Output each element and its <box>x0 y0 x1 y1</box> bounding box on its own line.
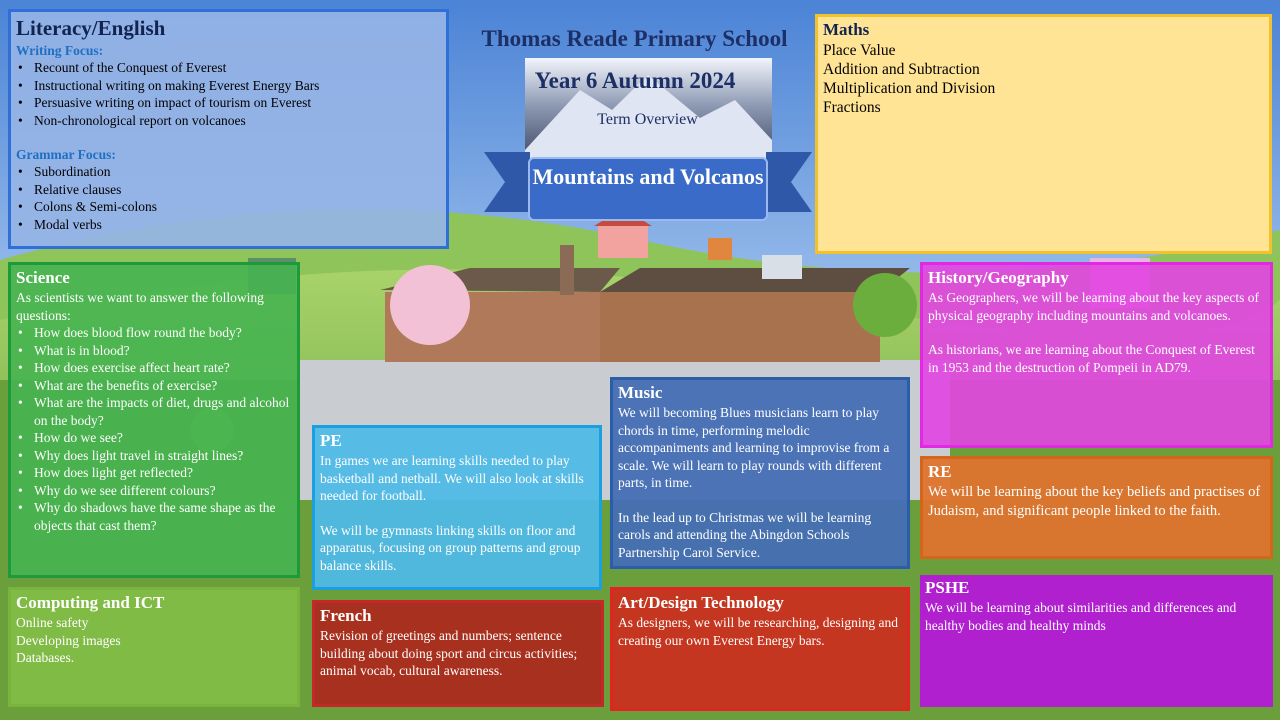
music-text: We will becoming Blues musicians learn to play chords in time, performing melodic accompaniments and learning to improvise from a scale. We will learn to play rounds with different parts, in time. <box>618 405 890 490</box>
history-geography-panel <box>920 262 1273 448</box>
list-item: • Recount of the Conquest of Everest <box>16 59 441 77</box>
computing-item: Developing images <box>16 632 121 648</box>
music-title: Music <box>618 383 663 402</box>
history-text: As Geographers, we will be learning about the key aspects of physical geography including mountains and volcanoes. <box>928 290 1260 323</box>
list-item: • Subordination <box>16 163 441 181</box>
computing-title: Computing and ICT <box>16 593 165 612</box>
french-text: Revision of greetings and numbers; sentence building about doing sport and circus activities; animal vocab, cultural awareness. <box>320 628 578 678</box>
science-intro: As scientists we want to answer the following questions: <box>16 290 264 323</box>
pe-title: PE <box>320 431 342 450</box>
list-item: • Persuasive writing on impact of tourism on Everest <box>16 94 441 112</box>
pe-text: In games we are learning skills needed to play basketball and netball. We will also look at skills needed for football. <box>320 453 584 503</box>
list-item: • Why do we see different colours? <box>16 482 292 500</box>
pshe-text: We will be learning about similarities and differences and healthy bodies and healthy minds <box>925 600 1237 633</box>
list-item: • How does light get reflected? <box>16 464 292 482</box>
re-title: RE <box>928 462 952 481</box>
literacy-panel <box>8 9 449 249</box>
pe-panel <box>312 425 602 590</box>
re-text: We will be learning about the key beliefs and practises of Judaism, and significant people linked to the faith. <box>928 484 1261 519</box>
grammar-focus-label: Grammar Focus: <box>16 147 116 162</box>
grammar-focus-list <box>16 163 441 233</box>
art-text: As designers, we will be researching, designing and creating our own Everest Energy bars. <box>618 615 899 648</box>
music-panel <box>610 377 910 569</box>
pshe-panel <box>920 575 1273 707</box>
art-title: Art/Design Technology <box>618 593 784 612</box>
pshe-title: PSHE <box>925 578 970 597</box>
list-item: • Instructional writing on making Everest Energy Bars <box>16 77 441 95</box>
maths-item: Multiplication and Division <box>823 80 996 97</box>
french-title: French <box>320 606 372 625</box>
computing-item: Online safety <box>16 615 89 630</box>
list-item: • How does exercise affect heart rate? <box>16 359 292 377</box>
list-item: • Why does light travel in straight lines? <box>16 447 292 465</box>
list-item: • Why do shadows have the same shape as the objects that cast them? <box>16 499 292 534</box>
maths-item: Place Value <box>823 42 896 59</box>
list-item: • Relative clauses <box>16 181 441 199</box>
french-panel <box>312 600 604 707</box>
list-item: • What are the impacts of diet, drugs and alcohol on the body? <box>16 394 292 429</box>
term-overview: Term Overview <box>597 111 698 128</box>
year-term: Year 6 Autumn 2024 <box>534 68 736 93</box>
school-name: Thomas Reade Primary School <box>481 26 788 51</box>
history-text: As historians, we are learning about the Conquest of Everest in 1953 and the destruction of Pompeii in AD79. <box>928 342 1255 375</box>
literacy-title: Literacy/English <box>16 16 166 40</box>
list-item: • Colons & Semi-colons <box>16 198 441 216</box>
list-item: • Non-chronological report on volcanoes <box>16 112 441 130</box>
maths-panel <box>815 14 1272 254</box>
maths-item: Fractions <box>823 99 881 116</box>
maths-title: Maths <box>823 20 870 39</box>
art-design-panel <box>610 587 910 711</box>
computing-item: Databases. <box>16 650 75 665</box>
science-title: Science <box>16 268 70 287</box>
writing-focus-list <box>16 59 441 129</box>
list-item: • Modal verbs <box>16 216 441 234</box>
list-item: • How do we see? <box>16 429 292 447</box>
list-item: • What are the benefits of exercise? <box>16 377 292 395</box>
science-panel <box>8 262 300 578</box>
pe-text: We will be gymnasts linking skills on floor and apparatus, focusing on group patterns and group balance skills. <box>320 522 581 573</box>
re-panel <box>920 456 1273 559</box>
science-questions <box>16 324 292 534</box>
list-item: • What is in blood? <box>16 342 292 360</box>
music-text: In the lead up to Christmas we will be learning carols and attending the Abingdon Schools Partnership Carol Service. <box>618 509 872 560</box>
topic-banner: Mountains and Volcanos <box>528 157 768 221</box>
maths-item: Addition and Subtraction <box>823 61 980 78</box>
history-title: History/Geography <box>928 268 1069 287</box>
list-item: • How does blood flow round the body? <box>16 324 292 342</box>
computing-panel <box>8 587 300 707</box>
writing-focus-label: Writing Focus: <box>16 43 104 58</box>
